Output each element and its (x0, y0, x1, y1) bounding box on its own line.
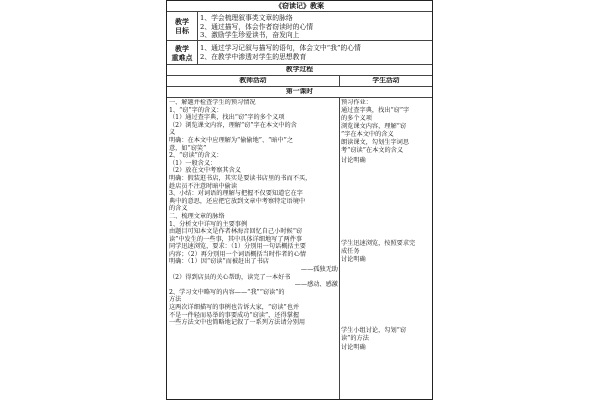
teacher-line: 方法 (169, 296, 182, 304)
key-points-list (200, 44, 430, 61)
student-line: 讨论明确 (341, 256, 366, 263)
body-column-divider (339, 98, 340, 399)
teacher-line: ——感动、感激 (294, 281, 338, 289)
key-points-label (167, 44, 197, 62)
teacher-line: 由题目可知本文是作者林海音回忆自己小时候“窃 (169, 228, 303, 236)
lesson-plan-table (166, 0, 433, 400)
goals-row (167, 12, 432, 41)
teacher-line: 1、分析文中详写的主要事例 (169, 220, 248, 228)
teacher-line: 1、“窃”字的含义： (169, 106, 223, 114)
teacher-line: ——孤独无助 (300, 266, 338, 274)
teacher-line: 2、“窃读”的含义： (169, 152, 223, 160)
goal-item: 2、通过描写，体会作者窃读时的心情 (200, 22, 314, 31)
teacher-line: 一、解题并检查学生的预习情况 (169, 99, 256, 106)
teacher-line: 意，如“窃笑” (169, 144, 207, 152)
student-line: 读”的方法 (341, 335, 369, 342)
teacher-line: 二、梳理文章的脉络 (169, 212, 225, 220)
teacher-line: 读”中发生的一些事，其中具体详细地写了两件事 (169, 235, 303, 243)
teacher-line: 这两次详细描写的事例也告诉大家，“窃读”也并 (169, 304, 300, 312)
student-line: ”字在本文中的含义 (341, 131, 394, 138)
process-header: 教学过程 (285, 66, 314, 73)
student-activities (341, 99, 431, 400)
goal-item: 3、激励学生珍爱读书，奋发向上 (200, 31, 300, 40)
teacher-line: （2）得到店员的关心帮助，读完了一本好书 (169, 273, 291, 281)
teacher-line: 明确：假装逛书店，其实是要读书店里的书而不买， (169, 174, 312, 182)
activity-header-row (167, 76, 432, 87)
student-line: 学生小组讨论，勾划“窃 (341, 327, 407, 334)
teacher-line: 内容；（2）再分别用一个词语概括当时作者的心情 (169, 250, 306, 258)
goals-list (200, 14, 430, 40)
goal-item: 1、学会梳理叙事类文章的脉络 (200, 14, 293, 22)
student-line: 讨论明确 (341, 157, 366, 164)
title-row (167, 1, 432, 12)
teacher-line: 的含义 (169, 205, 188, 213)
lesson-header-row (167, 87, 432, 98)
teacher-line: 同学迅速浏览，要求：（1）分别用一句话概括主要 (169, 243, 306, 251)
student-header: 学生活动 (372, 77, 400, 84)
teacher-line: 明确：在本文中应理解为“偷偷地”、“暗中”之 (169, 136, 294, 144)
teacher-line: 不是一件轻而易举的事要成功“窃读”，还得掌握 (169, 311, 300, 319)
goals-label (167, 17, 197, 35)
teacher-line: 明确：（1）因“窃读”而被赶出了书店 (169, 258, 269, 266)
teacher-line: （2）浏览课文内容，理解“窃”字在本文中的含 (169, 121, 297, 129)
student-line: 预习作业： (341, 99, 372, 106)
key-points-label-line: 教学 (175, 44, 189, 53)
student-line: 学生迅速浏览，按照要求完 (341, 240, 416, 247)
doc-title: 《窃读记》教案 (275, 2, 324, 10)
student-line: 通过查字典，找出“窃”字 (341, 107, 410, 114)
key-point-item: 1、通过学习记叙与描写的语句，体会文中“我”的心情 (200, 44, 361, 52)
process-header-row (167, 65, 432, 76)
teacher-line: 义 (169, 129, 176, 137)
student-line: 朗读课文，勾划生字词思 (341, 139, 410, 146)
teacher-line: （2）放在文中考察其含义 (169, 167, 241, 175)
teacher-line: 趁店员不注意时暗中偷读 (169, 182, 238, 190)
teacher-line: 典中的意思，还应把它放到文章中考察特定语境中 (169, 197, 306, 205)
teacher-line: 3、小结：对词语的理解与把握不仅要知道它在字 (169, 190, 303, 198)
teacher-activities (169, 99, 338, 327)
student-line: 讨论明确 (341, 344, 366, 351)
goals-label-line: 教学 (175, 17, 189, 26)
student-line: 考“窃读”在本文的含义 (341, 147, 404, 154)
teacher-line: （1）一般含义： (169, 159, 217, 167)
key-point-item: 2、在教学中渗透对学生的思想教育 (200, 52, 307, 61)
student-line: 成任务 (341, 248, 360, 255)
teacher-line: 一些方法文中也简略地记叙了一系列方法请分别用 (169, 319, 306, 327)
teacher-line: （1）通过查字典，找出“窃”字的多个义项 (169, 114, 285, 122)
teacher-header: 教师活动 (239, 77, 267, 84)
key-points-label-line: 重难点 (171, 53, 193, 62)
lesson-header: 第一课时 (285, 88, 314, 95)
student-line: 的多个义项 (341, 115, 372, 122)
key-points-row (167, 41, 432, 65)
goals-label-line: 目标 (175, 26, 189, 35)
teacher-line: 2、学习文中略写的内容——“我”“窃读”的 (169, 288, 285, 296)
student-line: 浏览课文内容，理解“窃 (341, 123, 407, 130)
